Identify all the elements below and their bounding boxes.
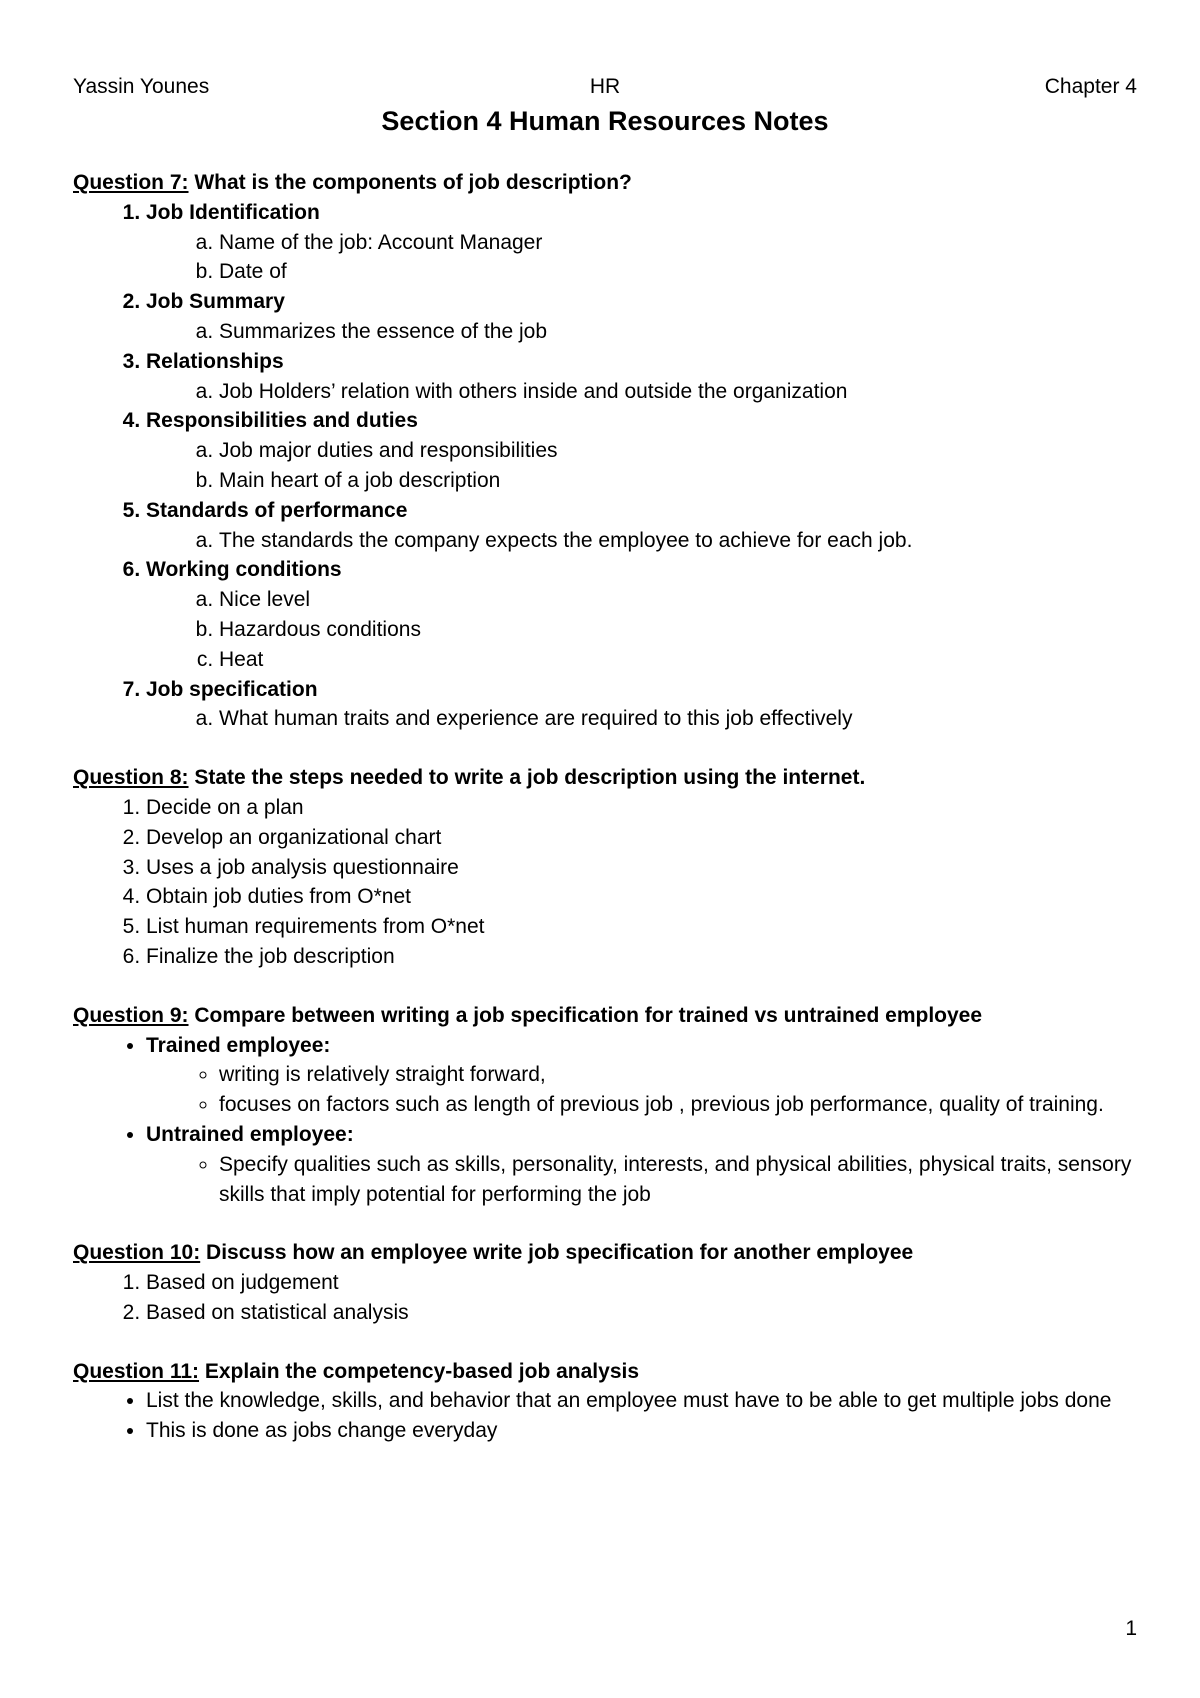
list-item xyxy=(146,347,1137,407)
list-item-label: Standards of performance xyxy=(146,498,408,522)
question-8-list xyxy=(73,793,1137,972)
question-11-label: Question 11: xyxy=(73,1359,200,1383)
page-title: Section 4 Human Resources Notes xyxy=(381,106,829,136)
question-8-heading xyxy=(73,763,1137,793)
list-item xyxy=(146,406,1137,495)
sub-list xyxy=(146,436,1137,496)
list-item-label: Job Identification xyxy=(146,200,320,224)
list-item-label: Job specification xyxy=(146,677,318,701)
sub-list-item: a. Nice level xyxy=(219,585,1137,615)
sub-list-item: ◦ writing is relatively straight forward, xyxy=(219,1060,1137,1090)
sub-list-item: b. Hazardous conditions xyxy=(219,615,1137,645)
question-9-text: Compare between writing a job specification for trained vs untrained employee xyxy=(188,1003,983,1027)
question-10-list xyxy=(73,1268,1137,1328)
sub-list xyxy=(146,377,1137,407)
list-item xyxy=(146,1031,1137,1120)
question-7-list xyxy=(73,198,1137,734)
question-10-heading xyxy=(73,1238,1137,1268)
sub-list-item: a. Job Holders’ relation with others inside and outside the organization xyxy=(219,377,1137,407)
list-item: 1. Decide on a plan xyxy=(146,793,1137,823)
sub-list-item: a. Name of the job: Account Manager xyxy=(219,228,1137,258)
list-item: 5. List human requirements from O*net xyxy=(146,912,1137,942)
list-item-label: Trained employee: xyxy=(146,1033,331,1057)
question-7-text: What is the components of job description? xyxy=(188,171,632,194)
question-11-section xyxy=(73,1357,1137,1446)
list-item-label: Working conditions xyxy=(146,558,342,582)
list-item: 1. Based on judgement xyxy=(146,1268,1137,1298)
sub-list xyxy=(146,1060,1137,1120)
question-9-list xyxy=(73,1031,1137,1210)
sub-list-item: b. Date of xyxy=(219,257,1137,287)
sub-list-item: a. The standards the company expects the employee to achieve for each job. xyxy=(219,526,1137,556)
header-chapter: Chapter 4 xyxy=(1044,75,1137,98)
list-item-label: Untrained employee: xyxy=(146,1122,354,1146)
question-7-heading xyxy=(73,168,1137,198)
sub-list xyxy=(146,585,1137,674)
sub-list-item: c. Heat xyxy=(219,645,1137,675)
list-item-label: Job Summary xyxy=(146,290,285,314)
list-item xyxy=(146,198,1137,287)
list-item-label: Relationships xyxy=(146,349,284,373)
sub-list xyxy=(146,704,1137,734)
question-10-section xyxy=(73,1238,1137,1327)
question-8-section xyxy=(73,763,1137,972)
question-9-label: Question 9: xyxy=(73,1003,189,1027)
list-item: 4. Obtain job duties from O*net xyxy=(146,882,1137,912)
question-10-text: Discuss how an employee write job specification for another employee xyxy=(200,1241,914,1265)
question-9-section xyxy=(73,1001,1137,1210)
list-item xyxy=(146,287,1137,347)
question-9-heading xyxy=(73,1001,1137,1031)
question-8-text: State the steps needed to write a job description using the internet. xyxy=(188,766,866,790)
header-author: Yassin Younes xyxy=(73,75,210,98)
list-item: • This is done as jobs change everyday xyxy=(146,1416,1137,1446)
list-item: 2. Based on statistical analysis xyxy=(146,1298,1137,1328)
document-page xyxy=(73,72,1137,1475)
page-header xyxy=(73,72,1137,102)
sub-list-item: a. Job major duties and responsibilities xyxy=(219,436,1137,466)
question-11-list xyxy=(73,1386,1137,1446)
list-item: 2. Develop an organizational chart xyxy=(146,823,1137,853)
sub-list-item: ◦ focuses on factors such as length of previous job , previous job performance, quality of training. xyxy=(219,1090,1137,1120)
header-subject: HR xyxy=(589,75,621,98)
list-item-label: Responsibilities and duties xyxy=(146,409,418,433)
list-item xyxy=(146,496,1137,556)
question-10-label: Question 10: xyxy=(73,1241,201,1265)
question-7-section xyxy=(73,168,1137,734)
question-11-text: Explain the competency-based job analysis xyxy=(199,1359,640,1383)
list-item xyxy=(146,1120,1137,1209)
list-item xyxy=(146,555,1137,674)
list-item: • List the knowledge, skills, and behavior that an employee must have to be able to get multiple jobs done xyxy=(146,1386,1137,1416)
sub-list-item: a. Summarizes the essence of the job xyxy=(219,317,1137,347)
list-item xyxy=(146,675,1137,735)
sub-list-item: ◦ Specify qualities such as skills, personality, interests, and physical abilities, physical traits, sensory skills that imply potential for performing the job xyxy=(219,1150,1137,1210)
sub-list-item: a. What human traits and experience are required to this job effectively xyxy=(219,704,1137,734)
sub-list-item: b. Main heart of a job description xyxy=(219,466,1137,496)
page-number: 1 xyxy=(1125,1617,1137,1640)
question-7-label: Question 7: xyxy=(73,171,189,194)
question-8-label: Question 8: xyxy=(73,766,189,790)
sub-list xyxy=(146,1150,1137,1210)
sub-list xyxy=(146,228,1137,288)
question-11-heading xyxy=(73,1357,1137,1387)
list-item: 6. Finalize the job description xyxy=(146,942,1137,972)
sub-list xyxy=(146,526,1137,556)
sub-list xyxy=(146,317,1137,347)
list-item: 3. Uses a job analysis questionnaire xyxy=(146,853,1137,883)
